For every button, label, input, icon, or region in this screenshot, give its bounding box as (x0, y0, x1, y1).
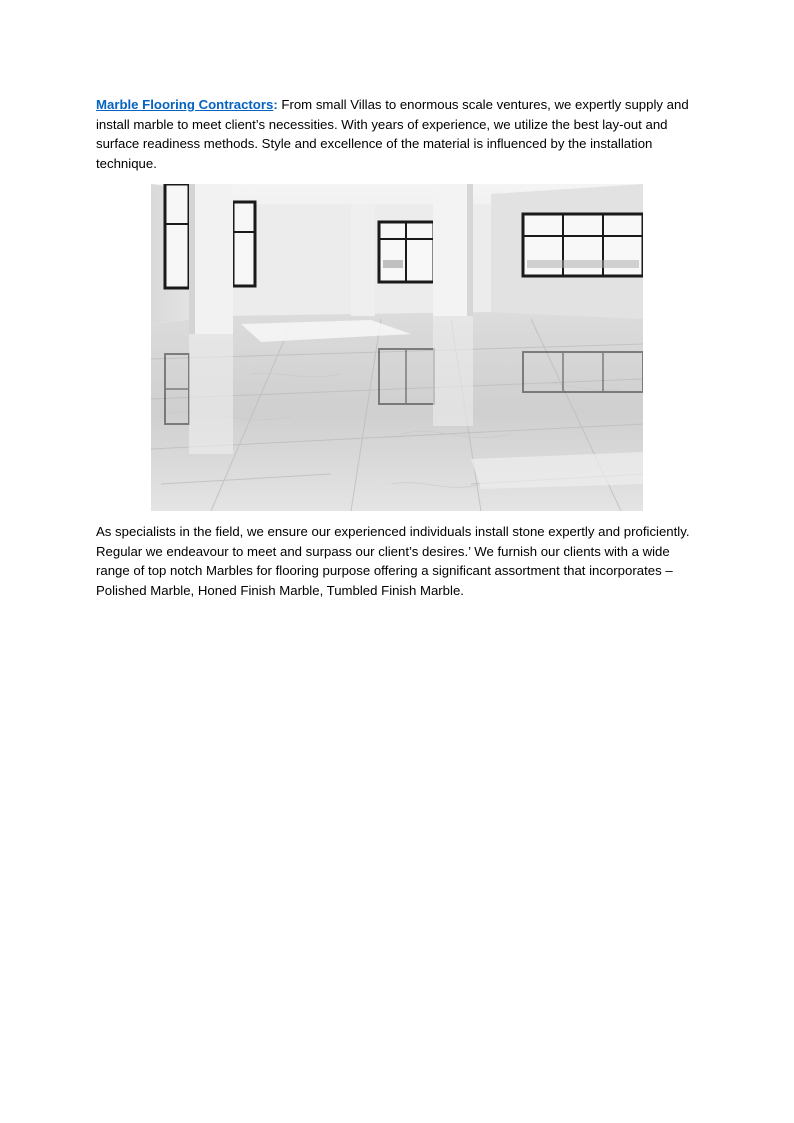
specialists-paragraph: As specialists in the field, we ensure our experienced individuals install stone expertly and proficiently. Regular we endeavour to meet and surpass our client’s desires.’ We furnish our clients with a wide range of top notch Marbles for flooring purpose offering a significant assortment that incorporates – Polished Marble, Honed Finish Marble, Tumbled Finish Marble. (96, 524, 690, 598)
link-separator: : (273, 97, 278, 112)
intro-paragraph-text: From small Villas to enormous scale ventures, we expertly supply and install marble to meet client’s necessities. With years of experience, we utilize the best lay-out and surface readiness methods. Style and excellence of the material is influenced by the installation technique. (96, 97, 689, 171)
marble-floor-photo (151, 184, 643, 511)
intro-paragraph (96, 95, 696, 173)
marble-flooring-contractors-link[interactable]: Marble Flooring Contractors (96, 97, 274, 112)
